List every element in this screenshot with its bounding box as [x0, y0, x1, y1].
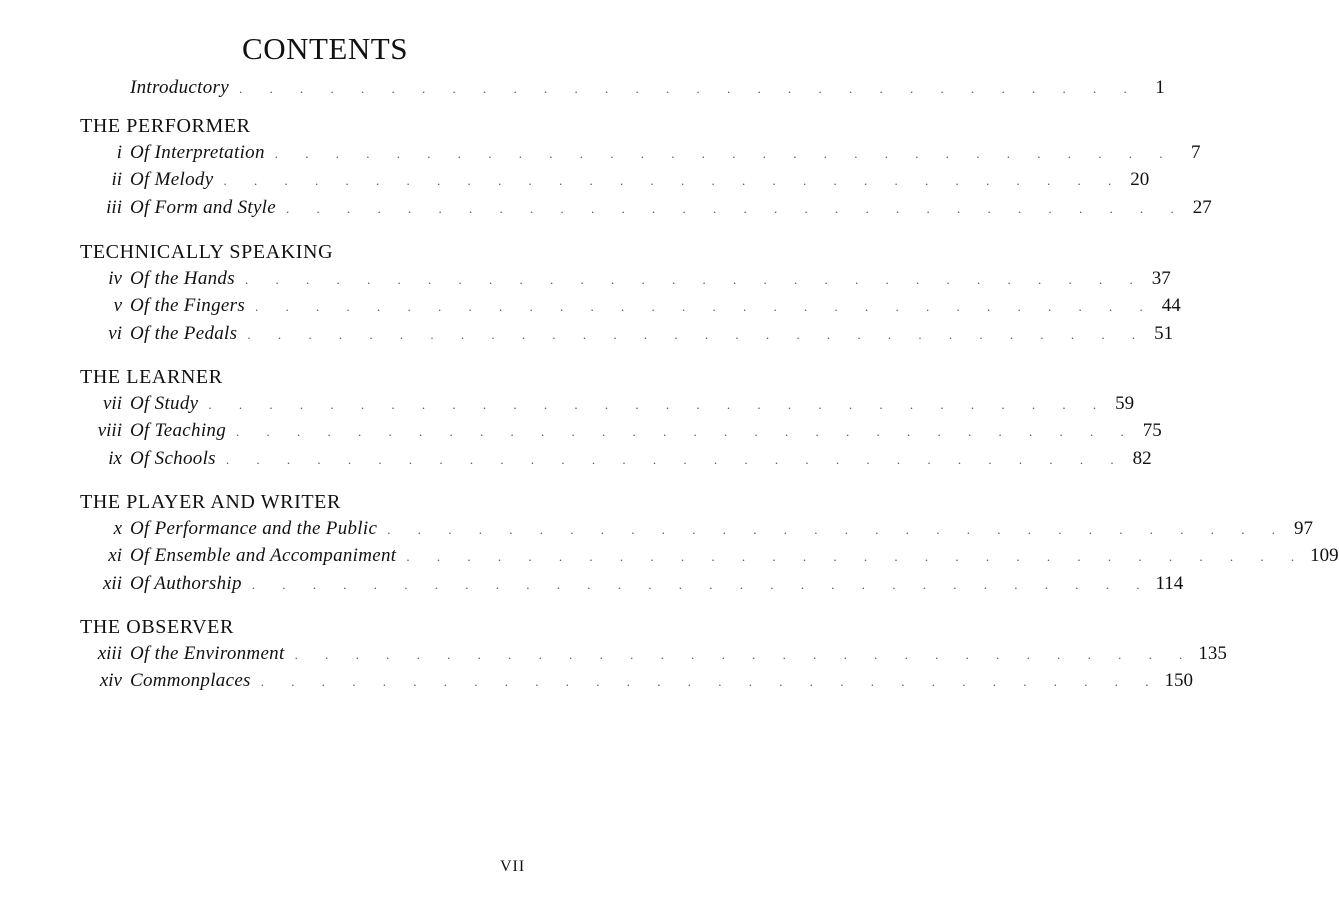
toc-section-the-observer [80, 614, 1227, 695]
dot-leader: . . . . . . . . . . . . . . . . . . . . . . . . . . . . . . [260, 674, 1161, 690]
dot-leader: . . . . . . . . . . . . . . . . . . . . . . . . . . . . . . [238, 81, 1139, 96]
chapter-numeral: xii [103, 572, 122, 594]
toc-entry[interactable] [80, 166, 1150, 193]
toc-entry[interactable] [80, 640, 1227, 667]
entry-title: Of Ensemble and Accompaniment [130, 545, 397, 567]
toc-entry[interactable] [80, 445, 1152, 472]
chapter-numeral: vii [103, 393, 122, 414]
page-number: 37 [1151, 268, 1171, 289]
toc-entry-introductory[interactable] [130, 74, 1165, 100]
toc-entry[interactable] [80, 194, 1212, 221]
toc-entry[interactable] [80, 139, 1201, 166]
dot-leader: . . . . . . . . . . . . . . . . . . . . . . . . . . . . . . [255, 299, 1155, 315]
toc-section-the-performer [80, 113, 1212, 221]
page-number: 20 [1130, 169, 1150, 191]
dot-leader: . . . . . . . . . . . . . . . . . . . . . . . . . . . . . . [286, 200, 1186, 216]
page-number: 75 [1142, 420, 1162, 442]
entry-title: Of Study [130, 393, 199, 414]
dot-leader: . . . . . . . . . . . . . . . . . . . . . . . . . . . . . . [294, 647, 1195, 662]
chapter-numeral: x [113, 518, 122, 539]
page-number: 7 [1191, 142, 1201, 163]
chapter-numeral: vi [108, 322, 122, 344]
dot-leader: . . . . . . . . . . . . . . . . . . . . . . . . . . . . . . [208, 397, 1109, 412]
entry-title: Of the Environment [130, 643, 285, 664]
toc-entry[interactable] [80, 292, 1181, 319]
entry-title: Of Performance and the Public [130, 518, 378, 539]
entry-title: Of the Hands [130, 268, 235, 289]
page-number: 59 [1115, 393, 1135, 414]
page-folio: VII [500, 858, 526, 875]
chapter-numeral: iii [106, 196, 122, 218]
dot-leader: . . . . . . . . . . . . . . . . . . . . . . . . . . . . . . [225, 451, 1126, 467]
entry-title: Commonplaces [130, 670, 251, 692]
toc-section-technically-speaking [80, 239, 1181, 347]
dot-leader: . . . . . . . . . . . . . . . . . . . . . . . . . . . . . . [244, 272, 1145, 287]
entry-title: Of Authorship [130, 572, 242, 594]
dot-leader: . . . . . . . . . . . . . . . . . . . . . . . . . . . . . . [274, 146, 1175, 161]
toc-section-the-player-and-writer [80, 489, 1339, 597]
toc-entry[interactable] [80, 265, 1171, 292]
toc-entry[interactable] [80, 390, 1135, 417]
entry-title: Of Teaching [130, 420, 227, 442]
chapter-numeral: ix [108, 447, 122, 469]
toc-entry[interactable] [80, 667, 1194, 694]
dot-leader: . . . . . . . . . . . . . . . . . . . . . . . . . . . . . . [406, 549, 1307, 565]
entry-title: Of Schools [130, 447, 216, 469]
section-heading: THE OBSERVER [80, 616, 234, 638]
page-number: 114 [1155, 572, 1184, 594]
section-heading: TECHNICALLY SPEAKING [80, 241, 334, 263]
toc-entry[interactable] [80, 515, 1313, 542]
page-number: 82 [1132, 447, 1152, 469]
chapter-numeral: i [116, 142, 122, 163]
page-number: 150 [1164, 670, 1194, 692]
page-number: 97 [1293, 518, 1313, 539]
dot-leader: . . . . . . . . . . . . . . . . . . . . . . . . . . . . . . [387, 522, 1287, 537]
page-title: CONTENTS [242, 30, 408, 66]
entry-title: Of Interpretation [130, 142, 265, 163]
entry-title: Of Form and Style [130, 196, 276, 218]
page-number: 1 [1155, 77, 1165, 98]
chapter-numeral: xiv [99, 670, 122, 692]
toc-entry[interactable] [80, 542, 1339, 569]
chapter-numeral: xi [108, 545, 122, 567]
toc-entry[interactable] [80, 320, 1174, 347]
section-heading: THE LEARNER [80, 366, 223, 388]
entry-title: Of the Fingers [130, 295, 246, 317]
page-number: 135 [1198, 643, 1227, 664]
dot-leader: . . . . . . . . . . . . . . . . . . . . . . . . . . . . . . [236, 424, 1136, 440]
toc-entry[interactable] [80, 570, 1184, 597]
page-number: 109 [1310, 545, 1339, 567]
page-number: 51 [1154, 322, 1174, 344]
chapter-numeral: v [113, 295, 122, 317]
chapter-numeral: viii [97, 420, 122, 442]
chapter-numeral: iv [108, 268, 122, 289]
entry-title: Of Melody [130, 169, 214, 191]
toc-entry[interactable] [80, 417, 1162, 444]
section-heading: THE PLAYER AND WRITER [80, 491, 341, 513]
section-heading: THE PERFORMER [80, 115, 251, 137]
dot-leader: . . . . . . . . . . . . . . . . . . . . . . . . . . . . . . [247, 326, 1148, 342]
chapter-numeral: xiii [97, 643, 122, 664]
page-number: 44 [1161, 295, 1181, 317]
chapter-numeral: ii [111, 169, 122, 191]
entry-title: Introductory [130, 77, 229, 98]
dot-leader: . . . . . . . . . . . . . . . . . . . . . . . . . . . . . . [223, 173, 1124, 189]
toc-section-the-learner [80, 364, 1162, 472]
page-number: 27 [1192, 196, 1212, 218]
entry-title: Of the Pedals [130, 322, 238, 344]
dot-leader: . . . . . . . . . . . . . . . . . . . . . . . . . . . . . . [251, 576, 1152, 592]
